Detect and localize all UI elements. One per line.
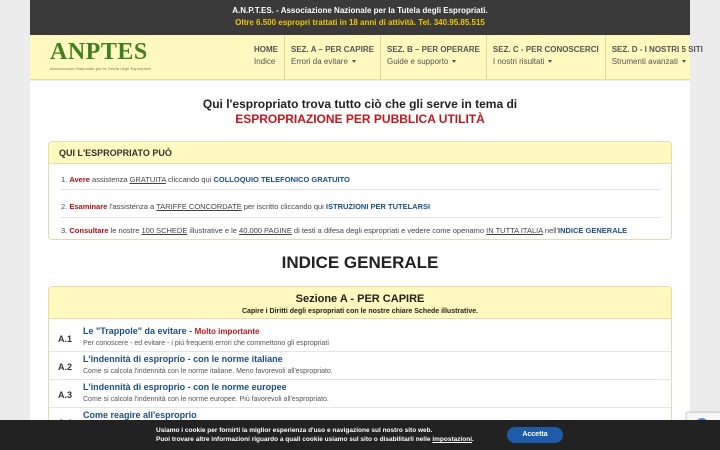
menu-item-title: HOME [254,45,278,54]
main-navigation [30,35,703,80]
section-title: Sezione A - PER CAPIRE [295,293,425,305]
menu-item-sez-d[interactable] [605,35,709,80]
item-verb: Consultare [69,226,109,235]
row-title[interactable]: Le "Trappole" da evitare - [83,326,195,336]
row-title[interactable]: Come reagire all'esproprio [83,410,197,420]
box-header: QUI L'ESPROPRIATO PUÒ [49,142,671,164]
list-item: 2. Esaminare l'assistenza a TARIFFE CONCORDATE per iscritto cliccando qui ISTRUZIONI PER TUTELARSI [61,197,661,218]
menu-bar [248,35,709,80]
cookie-banner [0,420,720,450]
accept-cookies-button[interactable]: Accetta [507,427,563,443]
list-item: 3. Consultare le nostre 100 SCHEDE illustrative e le 40.000 PAGINE di testi a difesa degli espropriati e vedere come operiamo IN TUTTA ITALIA nell'INDICE GENERALE [61,226,628,235]
logo-tagline: Associazione Nazionale per la Tutela degli Espropriati [50,66,151,71]
menu-item-title: SEZ. B – PER OPERARE [386,45,480,54]
menu-item-title: SEZ. A – PER CAPIRE [291,45,374,54]
row-code: A.3 [58,390,73,400]
expropriated-can-box [48,141,672,240]
index-row-a2[interactable] [49,352,672,380]
section-subtitle: Capire i Diritti degli espropriati con le nostre chiare Schede illustrative. [241,308,479,315]
caret-down-icon [352,60,356,63]
row-code: A.2 [58,362,73,372]
menu-item-subtitle: I nostri risultati [492,57,545,66]
caret-down-icon [682,60,686,63]
cookie-text: Usiamo i cookie per fornirti la miglior esperienza d'uso e navigazione sul nostro sito web. Puoi trovare altre informazioni riguardo a quali cookie usiamo sul sito o disabilitarli nelle impostazioni. [156,427,474,443]
cookie-settings-link[interactable]: impostazioni [432,436,473,443]
menu-item-subtitle: Strumenti avanzati [611,57,678,66]
free-call-link[interactable]: COLLOQUIO TELEFONICO GRATUITO [213,175,350,184]
site-logo[interactable] [50,40,151,71]
menu-item-title: SEZ. D - I NOSTRI 5 SITI [611,45,703,54]
intro-heading: Qui l'espropriato trova tutto ciò che gli serve in tema di [202,97,518,111]
row-description: Come si calcola l'indennità con le norme italiane. Meno favorevoli all'espropriato. [83,368,333,375]
item-verb: Esaminare [69,202,108,211]
section-header [49,287,671,319]
intro-highlight: ESPROPRIAZIONE PER PUBBLICA UTILITÀ [235,112,485,126]
list-item: 1. Avere assistenza GRATUITA cliccando qui COLLOQUIO TELEFONICO GRATUITO [61,169,661,190]
general-index-title: INDICE GENERALE [281,253,439,272]
index-row-a3[interactable] [49,380,672,408]
index-row-a1[interactable] [49,324,672,352]
row-description: Per conoscere - ed evitare - i più frequenti errori che commettono gli espropriati [83,340,329,347]
row-description: Come si calcola l'indennità con le norme europee. Più favorevoli all'espropriato. [83,396,329,403]
menu-item-subtitle: Indice [254,57,276,66]
top-info-bar [30,0,690,35]
logo-name: ANPTES [50,39,148,65]
menu-item-sez-a[interactable] [284,35,380,80]
caret-down-icon [452,60,456,63]
item-verb: Avere [69,175,90,184]
instructions-link[interactable]: ISTRUZIONI PER TUTELARSI [325,202,431,211]
row-title[interactable]: L'indennità di esproprio - con le norme europee [83,382,287,392]
menu-item-subtitle: Errori da evitare [291,57,348,66]
menu-item-sez-b[interactable] [380,35,486,80]
association-name: A.N.P.T.ES. - Associazione Nazionale per la Tutela degli Espropriati. [232,6,488,15]
general-index-link[interactable]: INDICE GENERALE [558,226,628,235]
row-title[interactable]: L'indennità di esproprio - con le norme italiane [83,354,283,364]
main-content [30,81,690,450]
menu-item-sez-c[interactable] [486,35,605,80]
caret-down-icon [548,60,552,63]
row-code: A.1 [58,334,73,344]
menu-item-subtitle: Guide e supporto [386,57,449,66]
menu-item-home[interactable] [248,35,284,80]
menu-item-title: SEZ. C - PER CONOSCERCI [492,45,599,54]
important-label: Molto importante [194,327,260,336]
stats-phone-line[interactable]: Oltre 6.500 espropri trattati in 18 anni di attività. Tel. 340.95.85.515 [235,18,485,27]
